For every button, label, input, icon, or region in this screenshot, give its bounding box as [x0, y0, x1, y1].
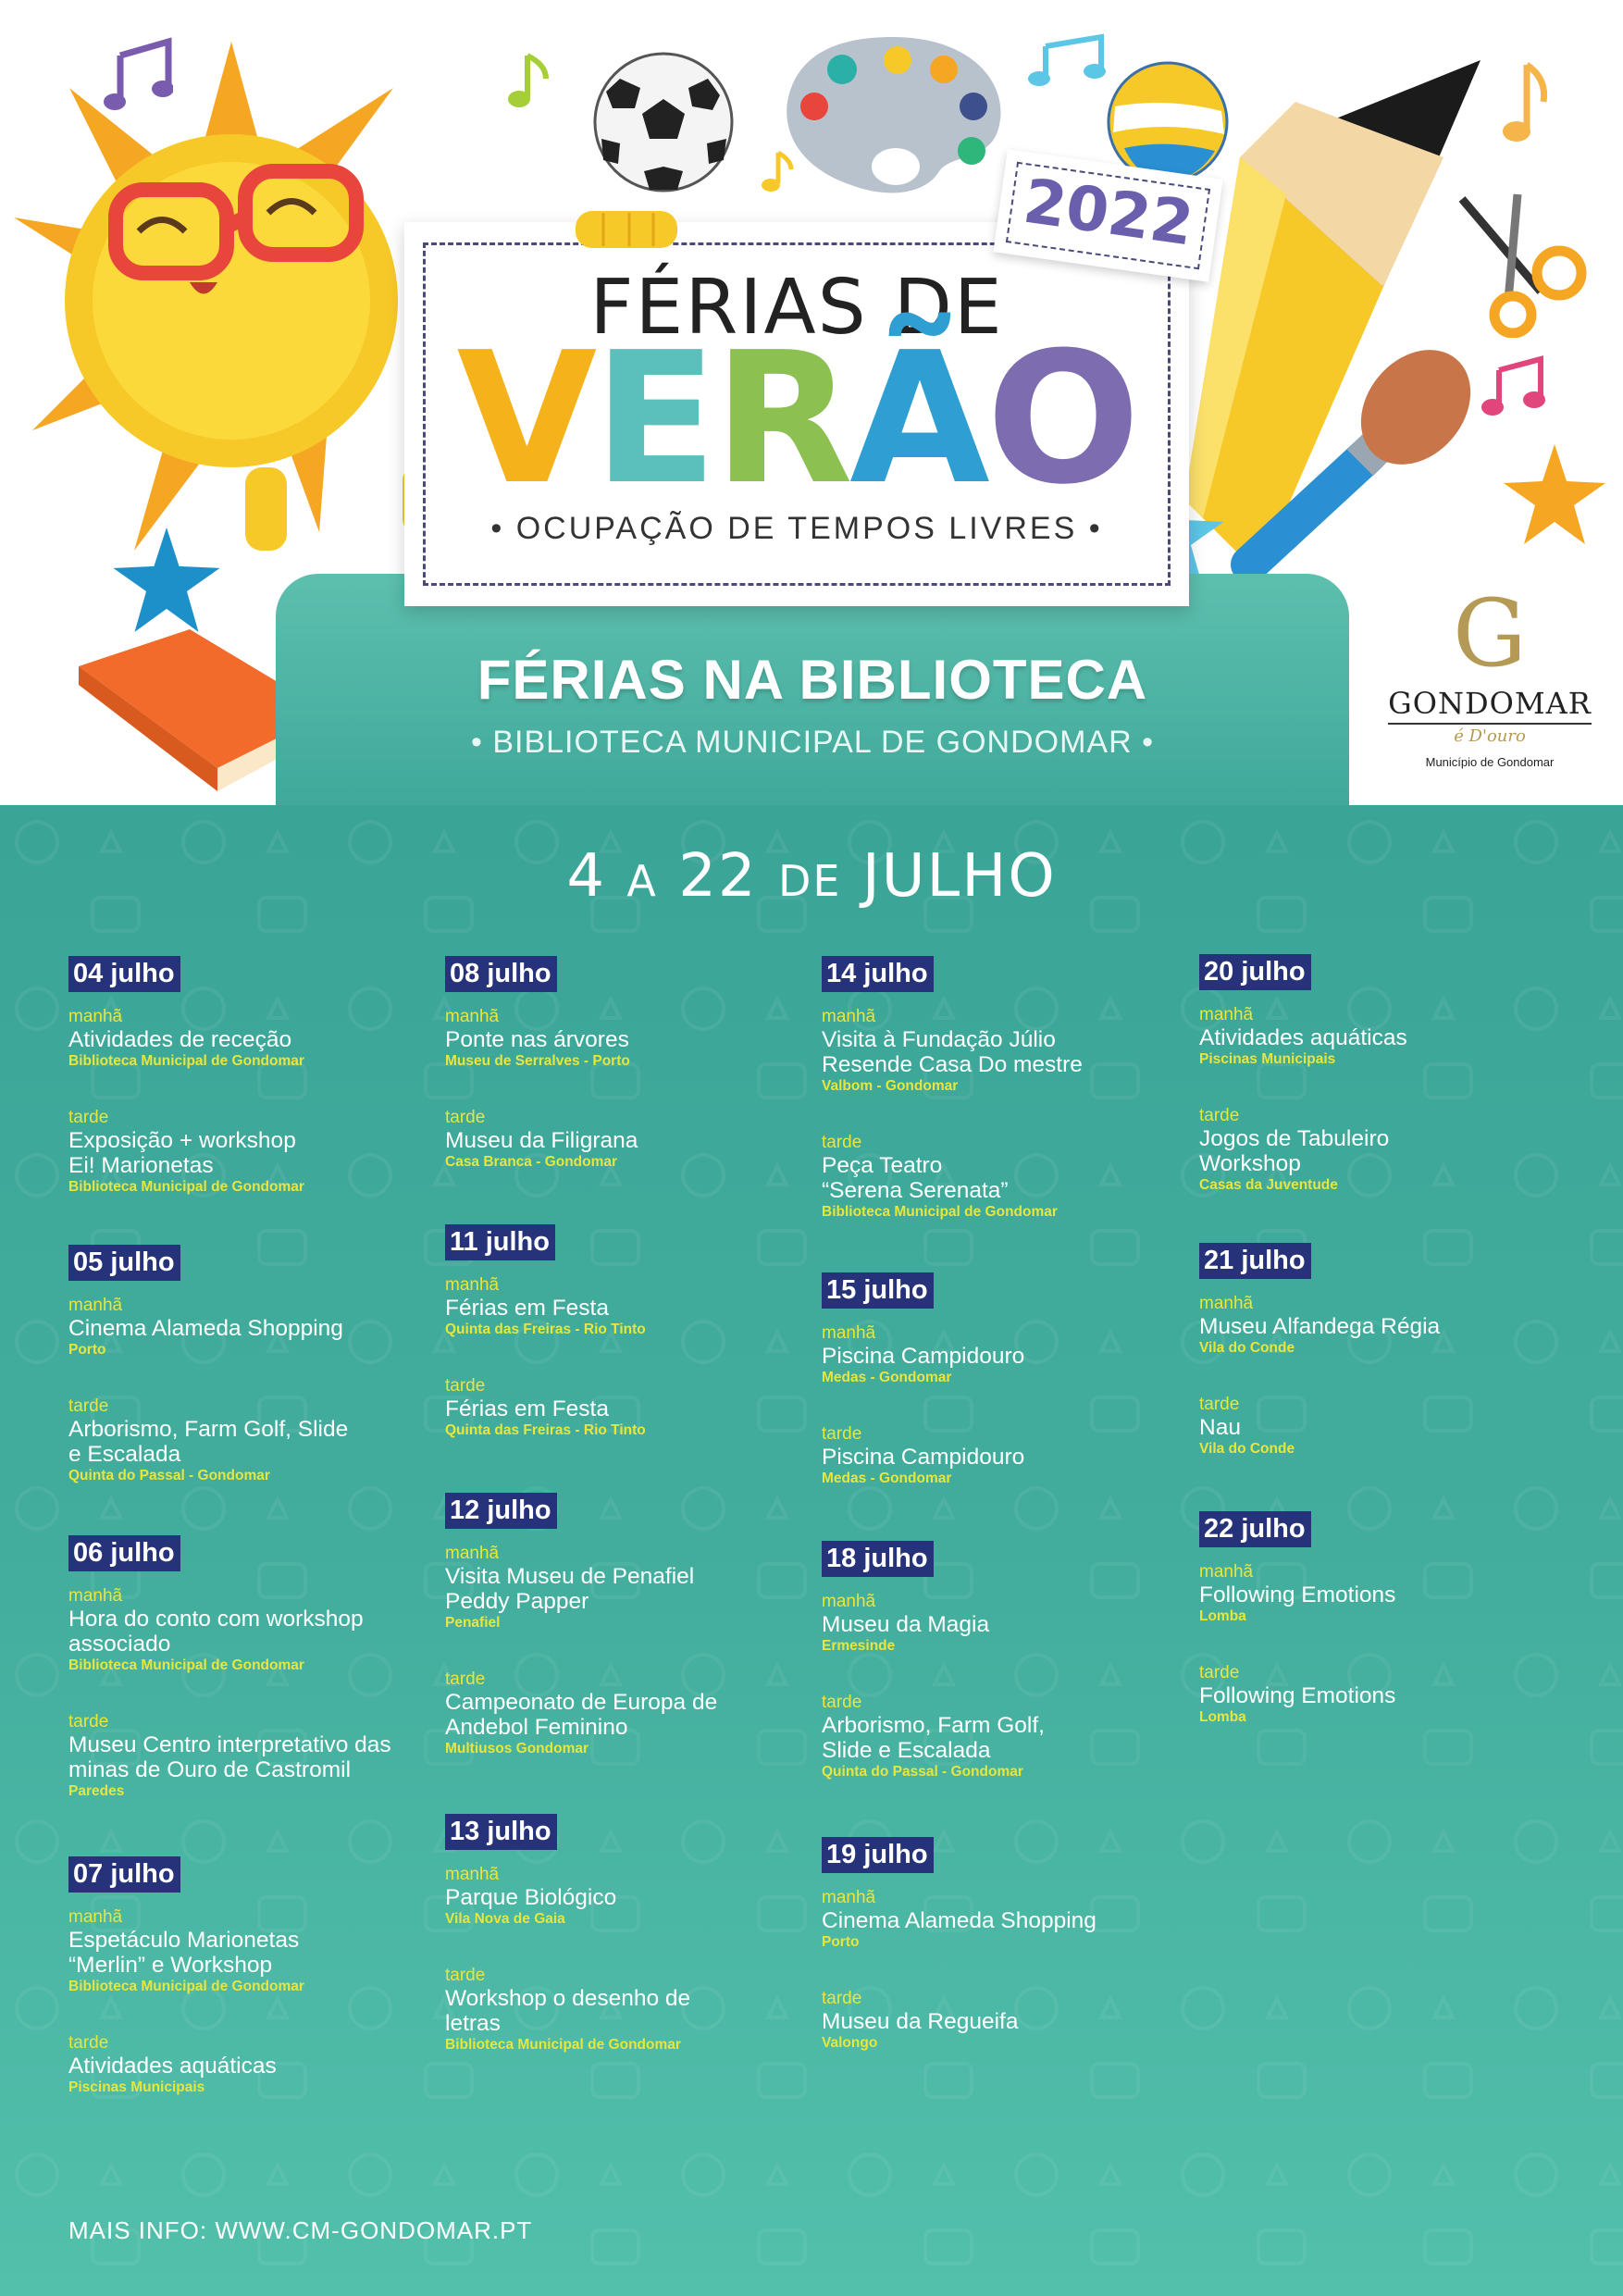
activity-location: Paredes: [68, 1783, 125, 1799]
activity-slot: [68, 1296, 457, 1359]
period-label: manhã: [445, 1275, 500, 1295]
period-label: manhã: [822, 1888, 876, 1907]
activity-location: Quinta das Freiras - Rio Tinto: [445, 1422, 646, 1438]
activity-location: Biblioteca Municipal de Gondomar: [68, 1979, 304, 1994]
logo-tagline: é D'ouro: [1454, 726, 1526, 746]
activity-title: Campeonato de Europa de Andebol Feminino: [445, 1690, 718, 1740]
sun-mascot-icon: [14, 32, 449, 578]
date-range-connector: DE: [777, 856, 842, 906]
day-badge: 19 julho: [822, 1837, 934, 1873]
day-badge: 13 julho: [445, 1814, 557, 1850]
activity-title: Exposição + workshop Ei! Marionetas: [68, 1128, 296, 1178]
activity-title: Museu da Filigrana: [445, 1128, 638, 1153]
activity-location: Valbom - Gondomar: [822, 1078, 959, 1094]
paint-palette-icon: [777, 32, 1009, 199]
period-label: tarde: [445, 1376, 486, 1396]
period-label: manhã: [822, 1007, 876, 1026]
music-note-icon: [1494, 60, 1550, 148]
day-badge: 18 julho: [822, 1541, 934, 1577]
activity-location: Quinta das Freiras - Rio Tinto: [445, 1322, 646, 1337]
paintbrush-icon: [1231, 342, 1471, 583]
activity-slot: [445, 1275, 834, 1339]
activity-title: Parque Biológico: [445, 1885, 617, 1910]
activity-location: Piscinas Municipais: [68, 2079, 205, 2095]
activity-slot: [1199, 1562, 1588, 1626]
period-label: tarde: [1199, 1395, 1240, 1414]
activity-location: Porto: [822, 1934, 860, 1950]
title-letter: R: [713, 314, 850, 525]
activity-title: Atividades aquáticas: [68, 2054, 277, 2079]
day-badge: 08 julho: [445, 956, 557, 992]
activity-slot: [822, 1989, 1210, 2053]
day-block: [822, 1541, 1192, 1780]
day-block: [1199, 954, 1569, 1193]
music-note-icon: [1027, 32, 1110, 88]
activity-location: Biblioteca Municipal de Gondomar: [445, 2037, 681, 2053]
title-letter: E: [593, 314, 714, 525]
activity-location: Casa Branca - Gondomar: [445, 1154, 618, 1170]
period-label: tarde: [822, 1693, 862, 1712]
activity-location: Biblioteca Municipal de Gondomar: [68, 1657, 304, 1673]
activity-title: Museu Alfandega Régia: [1199, 1314, 1441, 1339]
activity-title: Cinema Alameda Shopping: [822, 1908, 1096, 1933]
activity-slot: [1199, 1663, 1588, 1727]
activity-title: Museu Centro interpretativo das minas de Ouro de Castromil: [68, 1732, 391, 1782]
period-label: manhã: [68, 1907, 123, 1927]
starfish-icon: [1504, 444, 1605, 546]
day-badge: 11 julho: [445, 1224, 555, 1260]
gondomar-logo: [1388, 579, 1592, 787]
period-label: manhã: [822, 1323, 876, 1343]
day-badge: 14 julho: [822, 956, 934, 992]
logo-municipality: Município de Gondomar: [1425, 755, 1555, 769]
activity-location: Ermesinde: [822, 1638, 896, 1654]
activity-title: Atividades aquáticas: [1199, 1025, 1407, 1050]
activity-slot: [68, 1586, 457, 1675]
library-banner: [276, 574, 1349, 805]
activity-title: Atividades de receção: [68, 1027, 292, 1052]
activity-slot: [445, 1669, 834, 1758]
activity-location: Biblioteca Municipal de Gondomar: [68, 1179, 304, 1195]
activity-slot: [822, 1007, 1210, 1096]
day-block: [822, 1272, 1192, 1486]
activity-slot: [822, 1693, 1210, 1781]
activity-title: Peça Teatro “Serena Serenata”: [822, 1153, 1009, 1203]
activity-slot: [822, 1323, 1210, 1387]
activity-title: Férias em Festa: [445, 1396, 609, 1421]
activity-location: Piscinas Municipais: [1199, 1051, 1336, 1067]
day-block: [822, 1837, 1192, 2051]
activity-location: Multiusos Gondomar: [445, 1741, 588, 1756]
activity-location: Vila Nova de Gaia: [445, 1911, 565, 1927]
library-subtitle: • BIBLIOTECA MUNICIPAL DE GONDOMAR •: [470, 725, 1155, 760]
day-block: [1199, 1511, 1569, 1725]
period-label: tarde: [68, 1712, 109, 1731]
day-badge: 07 julho: [68, 1856, 180, 1893]
activity-slot: [445, 1865, 834, 1929]
activity-title: Arborismo, Farm Golf, Slide e Escalada: [68, 1417, 349, 1467]
activity-title: Following Emotions: [1199, 1582, 1396, 1607]
day-badge: 05 julho: [68, 1245, 180, 1281]
activity-slot: [822, 1888, 1210, 1952]
activity-title: Piscina Campidouro: [822, 1445, 1025, 1470]
date-range-end: 22: [678, 842, 758, 911]
activity-title: Following Emotions: [1199, 1683, 1396, 1708]
activity-location: Penafiel: [445, 1615, 501, 1631]
subtitle: • OCUPAÇÃO DE TEMPOS LIVRES •: [490, 511, 1103, 546]
scissors-icon: [1453, 190, 1592, 338]
activity-slot: [445, 1966, 834, 2054]
activity-title: Hora do conto com workshop associado: [68, 1607, 364, 1657]
activity-title: Visita Museu de Penafiel Peddy Papper: [445, 1564, 695, 1614]
activity-location: Porto: [68, 1342, 106, 1358]
period-label: tarde: [1199, 1106, 1240, 1125]
activity-location: Medas - Gondomar: [822, 1370, 952, 1385]
period-label: manhã: [68, 1007, 123, 1026]
starfish-icon: [111, 527, 222, 634]
day-badge: 12 julho: [445, 1493, 557, 1529]
period-label: manhã: [1199, 1562, 1254, 1582]
activity-title: Museu da Magia: [822, 1612, 990, 1637]
music-note-icon: [104, 37, 173, 116]
activity-slot: [68, 1907, 457, 1996]
activity-slot: [68, 1712, 457, 1801]
activity-slot: [1199, 1294, 1588, 1358]
period-label: manhã: [68, 1296, 123, 1315]
activity-location: Valongo: [822, 2035, 878, 2051]
title-card: [404, 222, 1189, 606]
activity-slot: [822, 1592, 1210, 1656]
day-block: [445, 1814, 815, 2053]
activity-slot: [445, 1544, 834, 1632]
activity-location: Lomba: [1199, 1709, 1246, 1725]
activity-slot: [445, 1108, 834, 1172]
activity-slot: [68, 2033, 457, 2097]
activity-location: Lomba: [1199, 1608, 1246, 1624]
period-label: manhã: [1199, 1294, 1254, 1313]
title-letter: O: [985, 314, 1137, 525]
logo-letter: G: [1453, 579, 1527, 688]
activity-slot: [68, 1108, 457, 1197]
activity-title: Férias em Festa: [445, 1296, 609, 1321]
day-badge: 04 julho: [68, 956, 180, 992]
activity-slot: [1199, 1395, 1588, 1458]
activity-slot: [445, 1007, 834, 1071]
period-label: tarde: [445, 1108, 486, 1127]
period-label: tarde: [822, 1989, 862, 2008]
period-label: tarde: [1199, 1663, 1240, 1682]
activity-location: Biblioteca Municipal de Gondomar: [822, 1204, 1058, 1220]
activity-title: Espetáculo Marionetas “Merlin” e Workshop: [68, 1928, 300, 1978]
year-text: 2022: [1019, 165, 1198, 260]
activity-location: Vila do Conde: [1199, 1441, 1295, 1457]
activity-location: Vila do Conde: [1199, 1340, 1295, 1356]
title-top: FÉRIAS DE: [589, 264, 1004, 352]
activity-slot: [68, 1396, 457, 1485]
period-label: tarde: [445, 1669, 486, 1689]
activity-location: Quinta do Passal - Gondomar: [822, 1764, 1023, 1780]
activity-title: Arborismo, Farm Golf, Slide e Escalada: [822, 1713, 1045, 1763]
logo-name: GONDOMAR: [1388, 686, 1592, 725]
period-label: tarde: [68, 1108, 109, 1127]
more-info-link[interactable]: MAIS INFO: WWW.CM-GONDOMAR.PT: [68, 2216, 533, 2244]
period-label: tarde: [68, 1396, 109, 1416]
activity-slot: [1199, 1106, 1588, 1195]
date-range: [0, 842, 1623, 911]
activity-location: Medas - Gondomar: [822, 1471, 952, 1486]
period-label: manhã: [445, 1007, 500, 1026]
activity-location: Casas da Juventude: [1199, 1177, 1338, 1193]
day-badge: 22 julho: [1199, 1511, 1311, 1547]
activity-title: Jogos de Tabuleiro Workshop: [1199, 1126, 1390, 1176]
period-label: manhã: [1199, 1005, 1254, 1024]
schedule-section: [0, 805, 1623, 2296]
title-letter: V: [456, 314, 594, 525]
day-block: [1199, 1243, 1569, 1457]
period-label: tarde: [822, 1133, 862, 1152]
activity-title: Museu da Regueifa: [822, 2009, 1019, 2034]
activity-title: Cinema Alameda Shopping: [68, 1316, 343, 1341]
period-label: manhã: [445, 1865, 500, 1884]
soccer-ball-icon: [592, 51, 736, 194]
library-title: FÉRIAS NA BIBLIOTECA: [477, 649, 1148, 711]
activity-title: Visita à Fundação Júlio Resende Casa Do mestre: [822, 1027, 1083, 1077]
activity-title: Ponte nas árvores: [445, 1027, 629, 1052]
day-badge: 21 julho: [1199, 1243, 1311, 1279]
day-block: [68, 1535, 439, 1799]
activity-slot: [822, 1424, 1210, 1488]
day-badge: 15 julho: [822, 1272, 934, 1309]
activity-location: Biblioteca Municipal de Gondomar: [68, 1053, 304, 1069]
date-range-month: JULHO: [861, 842, 1057, 911]
title-letter: Ã: [849, 314, 986, 525]
day-block: [68, 1245, 439, 1483]
activity-slot: [445, 1376, 834, 1440]
period-label: manhã: [68, 1586, 123, 1606]
period-label: manhã: [822, 1592, 876, 1611]
activity-title: Piscina Campidouro: [822, 1344, 1025, 1369]
activity-location: Quinta do Passal - Gondomar: [68, 1468, 270, 1483]
day-badge: 06 julho: [68, 1535, 180, 1571]
day-block: [822, 956, 1192, 1220]
date-range-connector: A: [626, 856, 658, 906]
mascot-hand-icon: [576, 202, 677, 253]
period-label: manhã: [445, 1544, 500, 1563]
day-badge: 20 julho: [1199, 954, 1311, 990]
activity-location: Museu de Serralves - Porto: [445, 1053, 630, 1069]
period-label: tarde: [445, 1966, 486, 1985]
activity-slot: [68, 1007, 457, 1071]
activity-title: Workshop o desenho de letras: [445, 1986, 691, 2036]
period-label: tarde: [68, 2033, 109, 2053]
title-main: [404, 314, 1189, 525]
music-note-icon: [495, 51, 551, 116]
date-range-start: 4: [566, 842, 607, 911]
activity-slot: [1199, 1005, 1588, 1069]
activity-title: Nau: [1199, 1415, 1241, 1440]
day-block: [445, 1224, 815, 1438]
activity-slot: [822, 1133, 1210, 1222]
day-block: [445, 956, 815, 1170]
day-block: [68, 956, 439, 1195]
day-block: [68, 1856, 439, 2095]
period-label: tarde: [822, 1424, 862, 1444]
day-block: [445, 1493, 815, 1756]
poster-header: [0, 0, 1623, 805]
